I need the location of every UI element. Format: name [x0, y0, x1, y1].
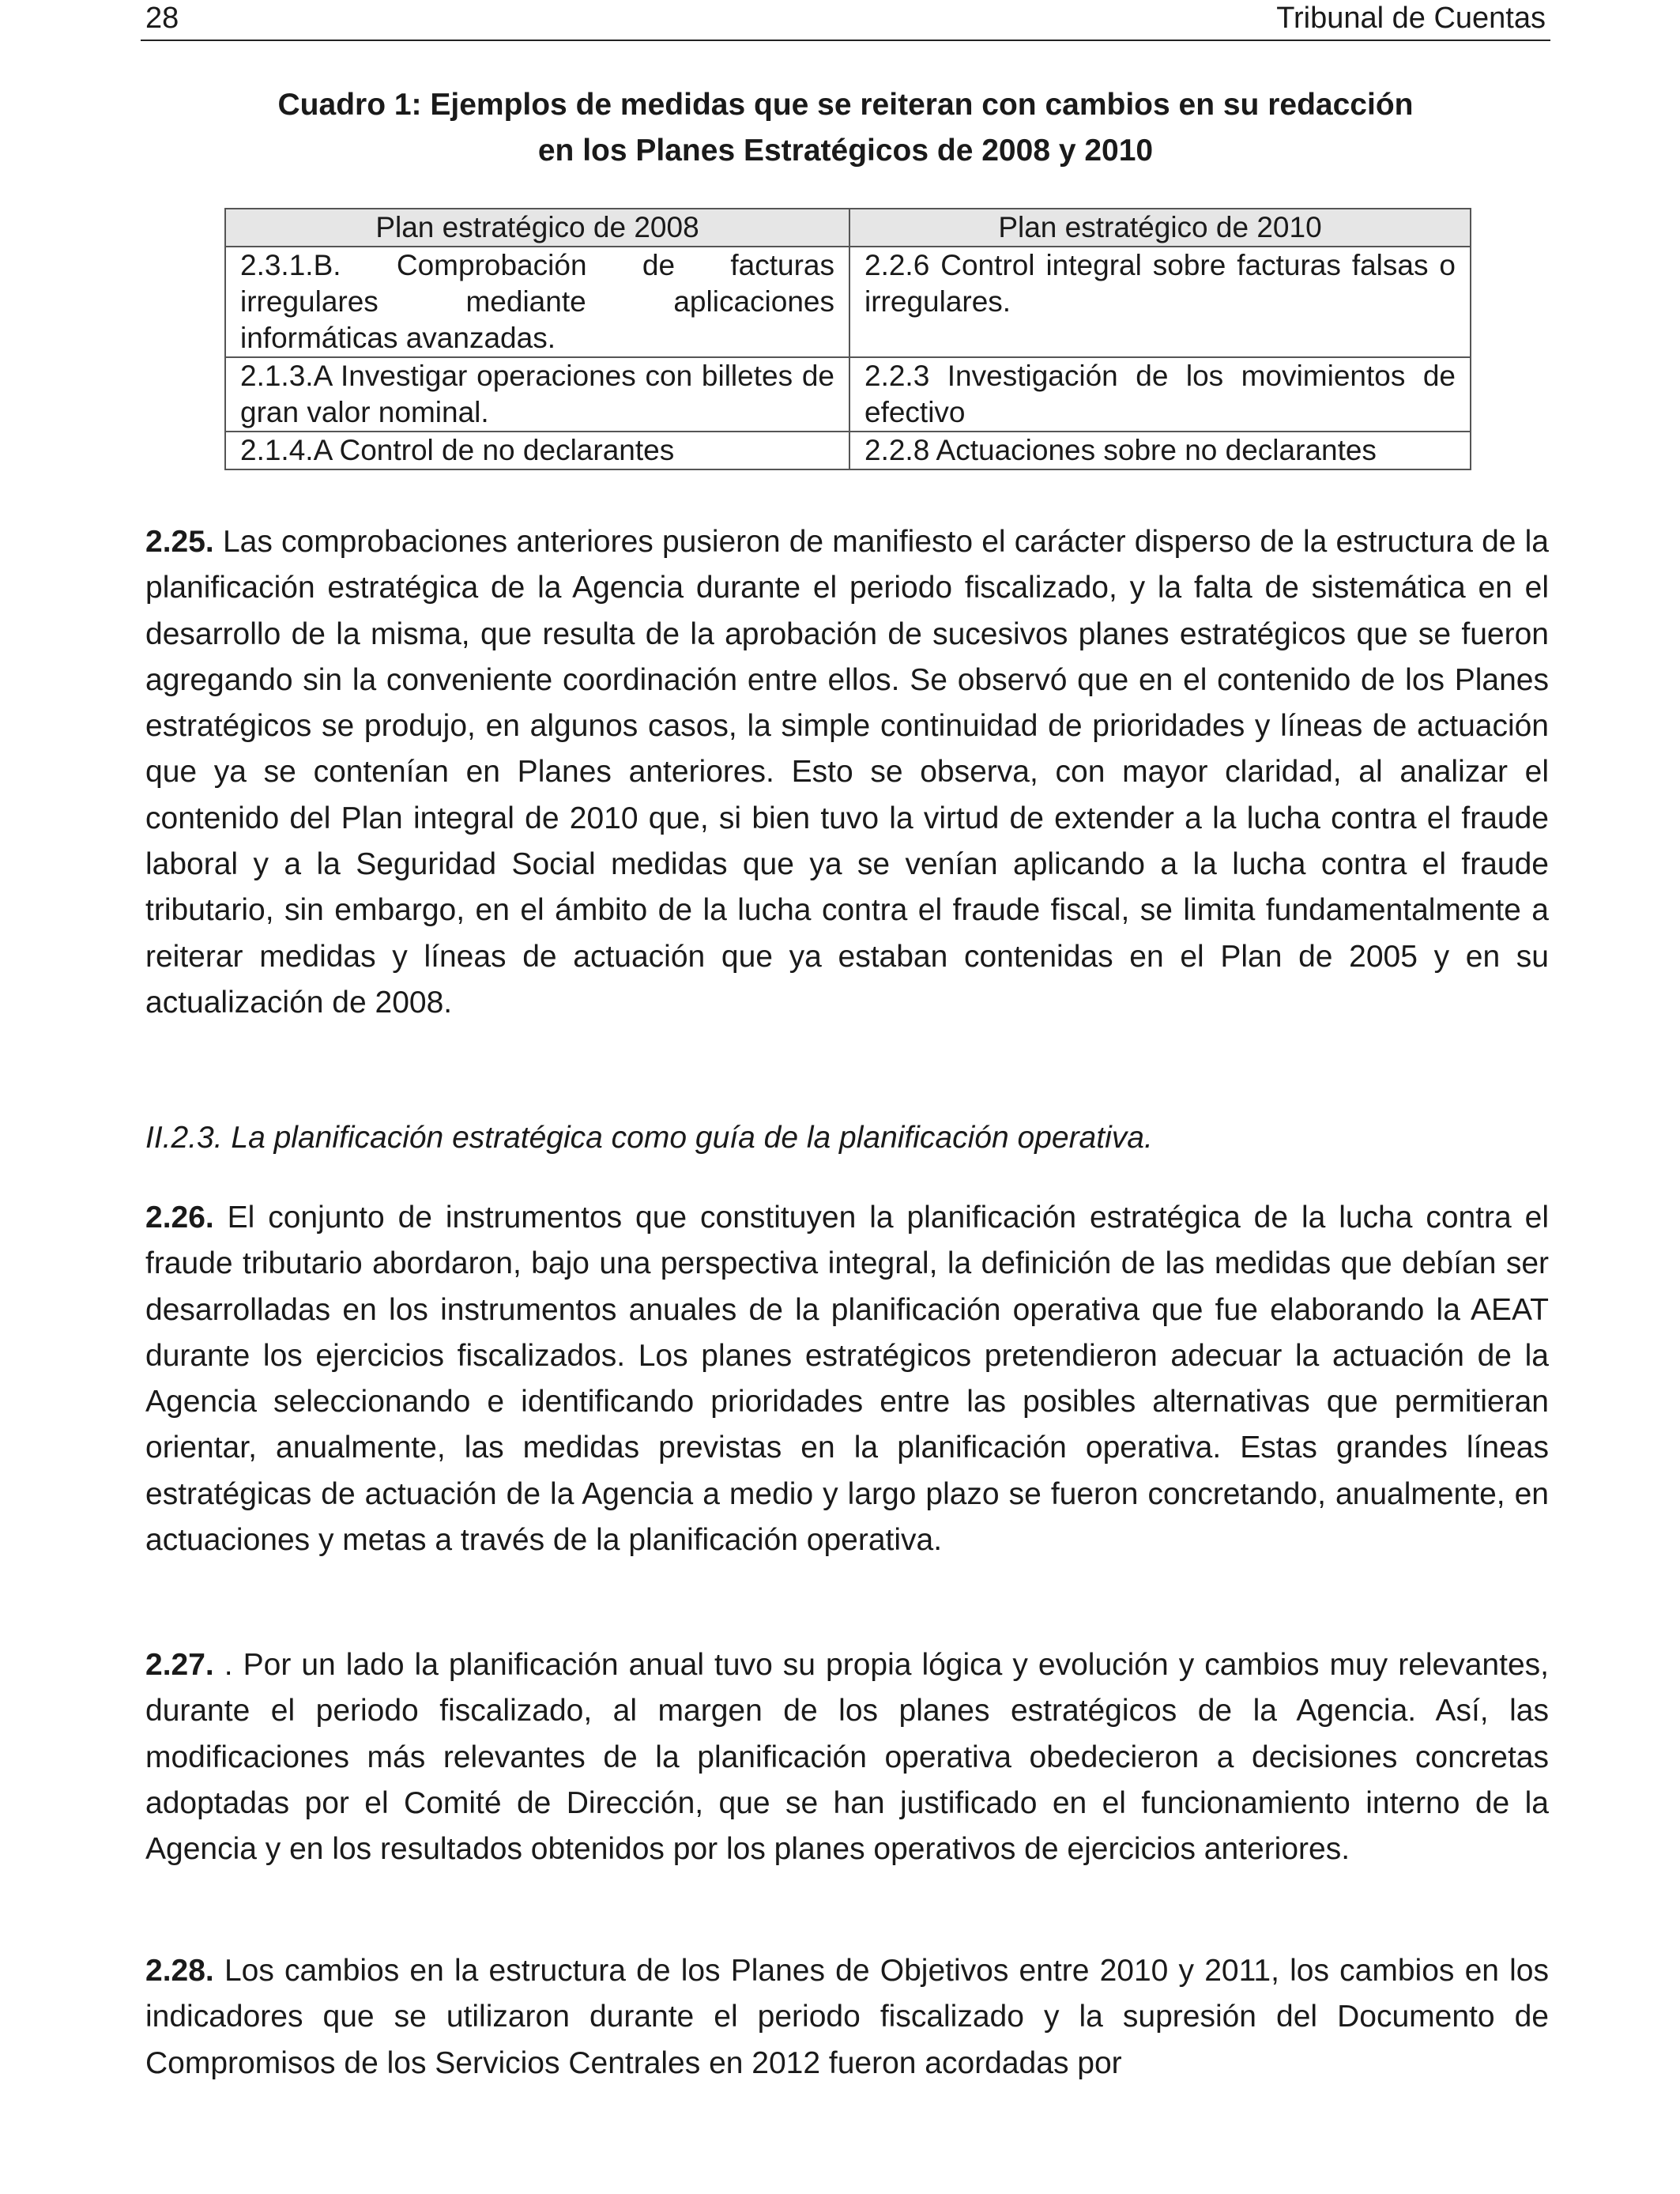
caption-line-1: Cuadro 1: Ejemplos de medidas que se reiteran con cambios en su redacción — [277, 88, 1414, 122]
caption-line-2: en los Planes Estratégicos de 2008 y 2010 — [537, 134, 1154, 168]
paragraph-number: 2.28. — [145, 1954, 214, 1988]
paragraph-number: 2.26. — [145, 1201, 214, 1235]
running-title: Tribunal de Cuentas — [1276, 2, 1546, 35]
paragraph-2-25 — [145, 519, 1549, 1026]
paragraph-number: 2.27. — [145, 1648, 214, 1682]
paragraph-text: Los cambios en la estructura de los Planes de Objetivos entre 2010 y 2011, los cambios en los indicadores que se utilizaron durante el periodo fiscalizado y la supresión del Documento de Compromisos de los Servicios Centrales en 2012 fueron acordadas por — [145, 1954, 1549, 2080]
table-cell: 2.1.3.A Investigar operaciones con billetes de gran valor nominal. — [225, 357, 849, 432]
table-cell: 2.2.3 Investigación de los movimientos de efectivo — [849, 357, 1471, 432]
paragraph-text: El conjunto de instrumentos que constituyen la planificación estratégica de la lucha contra el fraude tributario abordaron, bajo una perspectiva integral, la definición de las medidas que debían ser desarrolladas en los instrumentos anuales de la planificación operativa que fue elaborando la AEAT durante los ejercicios fiscalizados. Los planes estratégicos pretendieron adecuar la actuación de la Agencia seleccionando e identificando prioridades entre las posibles alternativas que permitieran orientar, anualmente, las medidas previstas en la planificación operativa. Estas grandes líneas estratégicas de actuación de la Agencia a medio y largo plazo se fueron concretando, anualmente, en actuaciones y metas a través de la planificación operativa. — [145, 1201, 1549, 1558]
table-row — [225, 247, 1471, 357]
table-cell: 2.2.6 Control integral sobre facturas falsas o irregulares. — [849, 247, 1471, 357]
paragraph-2-28 — [145, 1948, 1549, 2087]
page-header — [141, 0, 1550, 41]
paragraph-2-26 — [145, 1195, 1549, 1563]
column-header-2010: Plan estratégico de 2010 — [849, 209, 1471, 247]
section-heading: II.2.3. La planificación estratégica como guía de la planificación operativa. — [145, 1121, 1153, 1155]
paragraph-2-27 — [145, 1642, 1549, 1872]
comparison-table — [224, 208, 1471, 470]
paragraph-text: Las comprobaciones anteriores pusieron de manifiesto el carácter disperso de la estructura de la planificación estratégica de la Agencia durante el periodo fiscalizado, y la falta de sistemática en el desarrollo de la misma, que resulta de la aprobación de sucesivos planes estratégicos que se fueron agregando sin la conveniente coordinación entre ellos. Se observó que en el contenido de los Planes estratégicos se produjo, en algunos casos, la simple continuidad de prioridades y líneas de actuación que ya se contenían en Planes anteriores. Esto se observa, con mayor claridad, al analizar el contenido del Plan integral de 2010 que, si bien tuvo la virtud de extender a la lucha contra el fraude laboral y a la Seguridad Social medidas que ya se venían aplicando a la lucha contra el fraude tributario, sin embargo, en el ámbito de la lucha contra el fraude fiscal, se limita fundamentalmente a reiterar medidas y líneas de actuación que ya estaban contenidas en el Plan de 2005 y en su actualización de 2008. — [145, 525, 1549, 1020]
column-header-2008: Plan estratégico de 2008 — [225, 209, 849, 247]
table-row — [225, 357, 1471, 432]
table-row — [225, 432, 1471, 469]
table-cell: 2.1.4.A Control de no declarantes — [225, 432, 849, 469]
table-caption — [141, 82, 1550, 174]
table-header-row — [225, 209, 1471, 247]
paragraph-number: 2.25. — [145, 525, 214, 559]
paragraph-text: . Por un lado la planificación anual tuvo su propia lógica y evolución y cambios muy relevantes, durante el periodo fiscalizado, al margen de los planes estratégicos de la Agencia. Así, las modificaciones más relevantes de la planificación operativa obedecieron a decisiones concretas adoptadas por el Comité de Dirección, que se han justificado en el funcionamiento interno de la Agencia y en los resultados obtenidos por los planes operativos de ejercicios anteriores. — [145, 1648, 1549, 1867]
table-cell: 2.2.8 Actuaciones sobre no declarantes — [849, 432, 1471, 469]
page-number: 28 — [145, 2, 179, 35]
table-cell: 2.3.1.B. Comprobación de facturas irregulares mediante aplicaciones informáticas avanzadas. — [225, 247, 849, 357]
